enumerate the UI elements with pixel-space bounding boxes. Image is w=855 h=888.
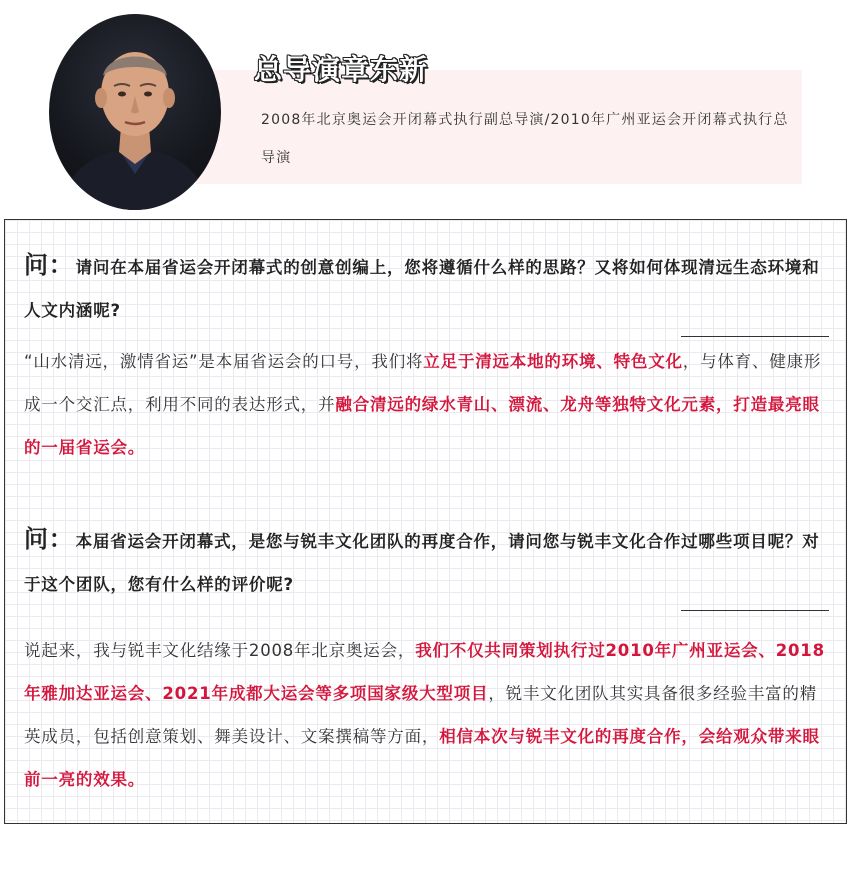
- question-text: 本届省运会开闭幕式，是您与锐丰文化团队的再度合作，请问您与锐丰文化合作过哪些项目呢？对于这个团队，您有什么样的评价呢?: [24, 532, 820, 594]
- answer-highlight: 融合清远的绿水青山、漂流、龙舟等独特文化元素，打造最亮眼的一届省运会。: [24, 395, 820, 457]
- question-text: 请问在本届省运会开闭幕式的创意创编上，您将遵循什么样的思路？又将如何体现清远生态环境和人文内涵呢?: [24, 258, 820, 320]
- answer-highlight: 相信本次与锐丰文化的再度合作，会给观众带来眼前一亮的效果。: [24, 727, 820, 789]
- question-mark: 问：: [24, 251, 74, 279]
- answer-text: ，与体育、健康形成一个交汇点，利用不同的表达形式，并: [24, 352, 822, 414]
- answer-2: [24, 629, 832, 801]
- director-bio: 2008年北京奥运会开闭幕式执行副总导演/2010年广州亚运会开闭幕式执行总导演: [261, 112, 789, 166]
- qa-block-1: [24, 244, 832, 469]
- director-portrait-icon: [49, 14, 221, 210]
- interview-content: [4, 219, 847, 824]
- answer-text: “山水清远，激情省运”是本届省运会的口号，我们将: [24, 352, 424, 371]
- qa-block-2: [24, 518, 832, 801]
- question-1: [24, 244, 832, 332]
- divider-line: [681, 336, 829, 337]
- director-header: [0, 0, 855, 215]
- director-avatar: [49, 14, 221, 210]
- answer-1: [24, 340, 832, 469]
- answer-text: ，锐丰文化团队其实具备很多经验丰富的精英成员，包括创意策划、舞美设计、文案撰稿等方面，: [24, 684, 818, 746]
- director-name: 总导演章东新: [254, 53, 429, 86]
- answer-text: 说起来，我与锐丰文化结缘于2008年北京奥运会，: [24, 641, 416, 660]
- question-mark: 问：: [24, 525, 74, 553]
- answer-highlight: 我们不仅共同策划执行过2010年广州亚运会、2018年雅加达亚运会、2021年成都大运会等多项国家级大型项目: [24, 641, 825, 703]
- answer-highlight: 立足于清远本地的环境、特色文化: [423, 352, 683, 371]
- question-2: [24, 518, 832, 606]
- divider-line: [681, 610, 829, 611]
